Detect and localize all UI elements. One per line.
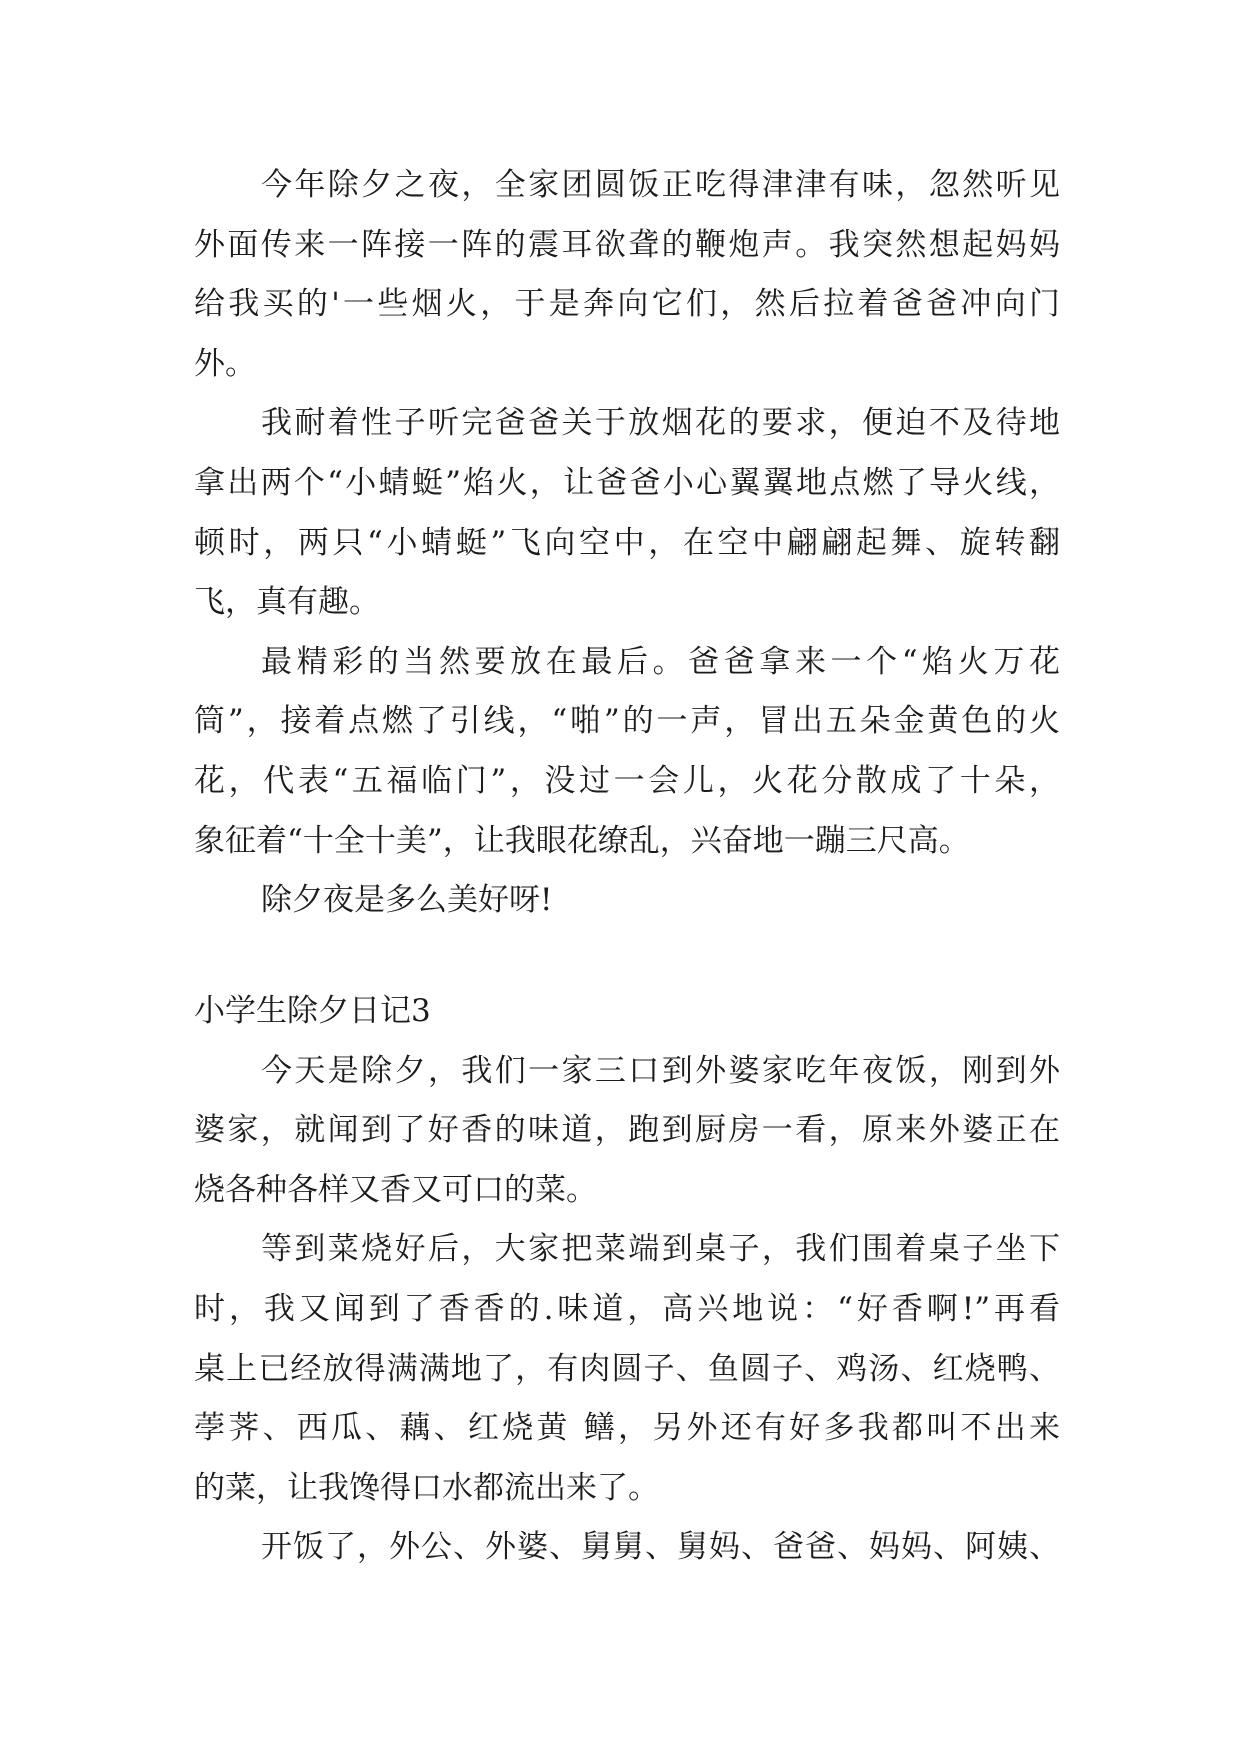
text-line: 桌上已经放得满满地了，有肉圆子、鱼圆子、鸡汤、红烧鸭、 <box>194 1350 1060 1387</box>
section-heading: 小学生除夕日记3 <box>194 993 431 1030</box>
text-line: 等到菜烧好后，大家把菜端到桌子，我们围着桌子坐下 <box>261 1231 1060 1268</box>
paragraph <box>194 871 1060 931</box>
text-line: 除夕夜是多么美好呀! <box>261 882 553 919</box>
text-line: 外。 <box>194 345 256 382</box>
paragraph <box>194 394 1060 632</box>
paragraph <box>194 1042 1060 1221</box>
text-line: 飞，真有趣。 <box>194 584 380 621</box>
text-line: 花，代表“五福临门”，没过一会儿，火花分散成了十朵， <box>194 762 1060 799</box>
paragraph <box>194 1220 1060 1518</box>
text-line: 拿出两个“小蜻蜓”焰火，让爸爸小心翼翼地点燃了导火线， <box>194 464 1060 501</box>
text-line: 最精彩的当然要放在最后。爸爸拿来一个“焰火万花 <box>261 643 1060 680</box>
text-line: 筒”，接着点燃了引线，“啪”的一声，冒出五朵金黄色的火 <box>194 703 1060 740</box>
paragraph <box>194 1518 1060 1578</box>
text-line: 外面传来一阵接一阵的震耳欲聋的鞭炮声。我突然想起妈妈 <box>194 226 1060 263</box>
text-line: 给我买的'一些烟火，于是奔向它们，然后拉着爸爸冲向门 <box>194 286 1060 323</box>
text-line: 象征着“十全十美”，让我眼花缭乱，兴奋地一蹦三尺高。 <box>194 822 970 859</box>
text-line: 婆家，就闻到了好香的味道，跑到厨房一看，原来外婆正在 <box>194 1112 1060 1149</box>
section-gap <box>194 931 1060 982</box>
text-line: 的菜，让我馋得口水都流出来了。 <box>194 1469 659 1506</box>
text-line: 今天是除夕，我们一家三口到外婆家吃年夜饭，刚到外 <box>261 1052 1060 1089</box>
text-line: 我耐着性子听完爸爸关于放烟花的要求，便迫不及待地 <box>261 405 1060 442</box>
text-line: 荸荠、西瓜、藕、红烧黄 鳝，另外还有好多我都叫不出来 <box>194 1410 1060 1447</box>
text-line: 烧各种各样又香又可口的菜。 <box>194 1171 597 1208</box>
text-line: 开饭了，外公、外婆、舅舅、舅妈、爸爸、妈妈、阿姨、 <box>261 1529 1060 1566</box>
paragraph <box>194 633 1060 871</box>
text-line: 今年除夕之夜，全家团圆饭正吃得津津有味，忽然听见 <box>261 167 1060 203</box>
paragraph <box>194 156 1060 394</box>
text-line: 时，我又闻到了香香的.味道，高兴地说：“好香啊!”再看 <box>194 1291 1060 1328</box>
text-line: 顿时，两只“小蜻蜓”飞向空中，在空中翩翩起舞、旋转翻 <box>194 524 1060 561</box>
